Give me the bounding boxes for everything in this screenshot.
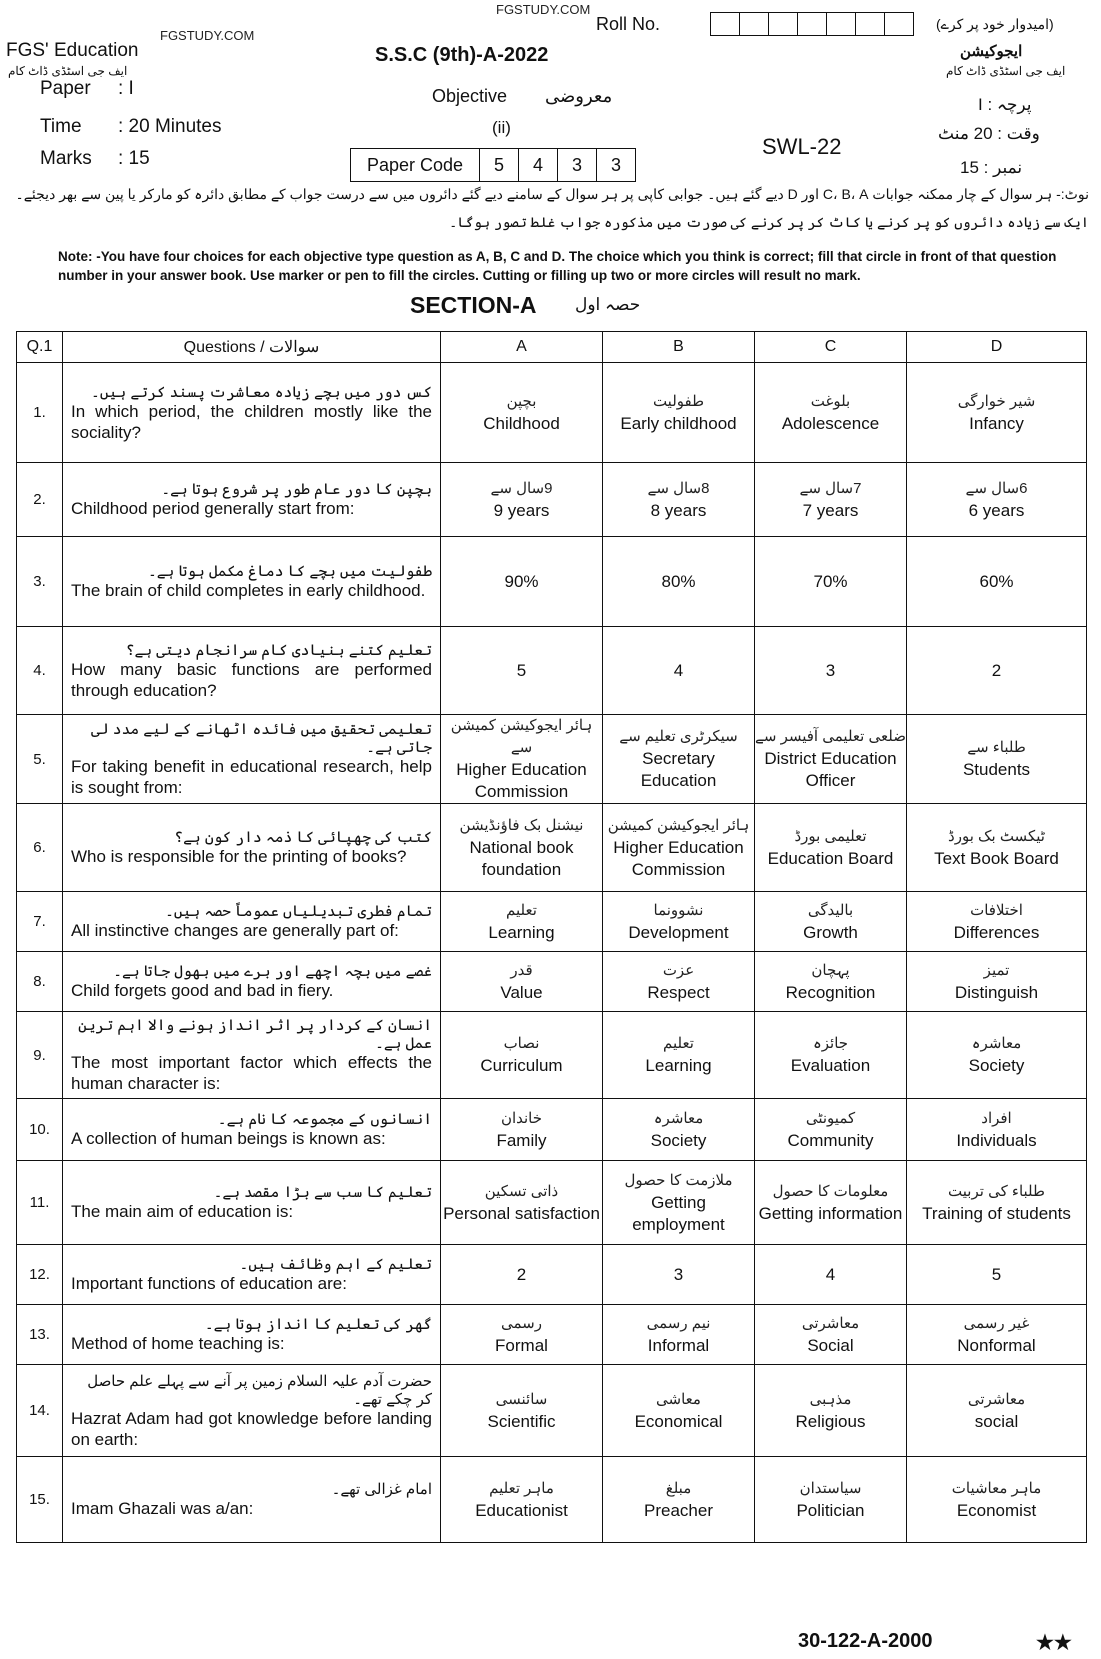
question-urdu: حضرت آدم علیہ السلام زمین پر آنے سے پہلے علم حاصل کر چکے تھے۔: [87, 1372, 432, 1408]
option-a-urdu: رسمی: [501, 1314, 542, 1332]
option-c-english: 3: [825, 660, 836, 680]
question-number: 10.: [17, 1099, 63, 1161]
col-header-d: D: [907, 332, 1087, 363]
option-b: [603, 1099, 755, 1161]
note-urdu-1: نوٹ:- ہر سوال کے چار ممکنہ جوابات C، B، A اور D دیے گئے ہیں۔ جوابی کاپی پر ہر سوال کے سامنے دیے گئے دائروں میں سے درست جواب کے مطابق دائرہ کو مارکر یا پین سے بھر دیجئے۔: [15, 186, 1089, 202]
option-d: [907, 1365, 1087, 1457]
option-c-english: Evaluation: [790, 1056, 871, 1075]
urdu-site-left: ایف جی اسٹڈی ڈاٹ کام: [8, 64, 128, 78]
option-b-urdu: مبلغ: [665, 1479, 692, 1497]
question-cell: [63, 804, 441, 892]
option-d-english: Infancy: [969, 413, 1024, 433]
option-b: [603, 952, 755, 1012]
question-cell: [63, 952, 441, 1012]
question-english: Childhood period generally start from:: [71, 499, 355, 518]
option-a-urdu: 9سال سے: [490, 479, 553, 497]
option-c-urdu: بالیدگی: [807, 901, 854, 919]
option-c-urdu: سیاستدان: [799, 1479, 862, 1497]
table-row: [17, 892, 1087, 952]
table-row: [17, 804, 1087, 892]
option-d: [907, 892, 1087, 952]
option-a: [441, 363, 603, 463]
watermark-left: FGSTUDY.COM: [160, 28, 255, 43]
question-urdu: غصے میں بچہ اچھے اور برے میں بھول جاتا ہے۔: [113, 963, 432, 980]
option-c: [755, 1305, 907, 1365]
question-number: 14.: [17, 1365, 63, 1457]
table-row: [17, 1099, 1087, 1161]
option-c-urdu: معلومات کا حصول: [772, 1182, 889, 1200]
option-d-english: social: [974, 1411, 1019, 1431]
col-header-b: B: [603, 332, 755, 363]
question-english: How many basic functions are performed through education?: [71, 659, 432, 700]
question-urdu: تعلیم کتنے بنیادی کام سرانجام دیتی ہے؟: [125, 641, 432, 659]
option-b-english: Development: [628, 922, 729, 942]
option-b-urdu: معاشی: [656, 1390, 701, 1408]
option-d: [907, 1099, 1087, 1161]
option-c-urdu: مذہبی: [809, 1390, 852, 1408]
option-c: [755, 627, 907, 715]
option-c: [755, 1457, 907, 1543]
option-a-english: National book foundation: [469, 837, 574, 879]
option-c-urdu: 7سال سے: [799, 479, 862, 497]
option-c: [755, 1161, 907, 1245]
option-a-english: 90%: [504, 571, 539, 591]
option-b: [603, 627, 755, 715]
option-d-urdu: ماہر معاشیات: [951, 1479, 1042, 1497]
option-c-urdu: پہچان: [811, 961, 850, 979]
option-a-english: 2: [516, 1264, 527, 1284]
table-row: [17, 952, 1087, 1012]
option-b-urdu: طفولیت: [652, 392, 705, 410]
option-a-english: Family: [496, 1130, 547, 1150]
objective-label: Objective: [432, 86, 508, 106]
question-cell: [63, 537, 441, 627]
option-a: [441, 715, 603, 804]
option-c-english: 7 years: [802, 500, 859, 520]
option-b: [603, 1245, 755, 1305]
question-cell: [63, 627, 441, 715]
time-label: Time: [40, 116, 82, 137]
question-number: 12.: [17, 1245, 63, 1305]
question-urdu: بچپن کا دور عام طور پر شروع ہوتا ہے۔: [161, 481, 432, 498]
option-d: [907, 715, 1087, 804]
footer-code: 30-122-A-2000: [798, 1630, 933, 1652]
option-a: [441, 1457, 603, 1543]
paper-code-digit: 5: [480, 149, 519, 181]
question-number: 15.: [17, 1457, 63, 1543]
option-a-english: Scientific: [487, 1411, 556, 1431]
question-cell: [63, 1099, 441, 1161]
option-d: [907, 463, 1087, 537]
part-label: (ii): [492, 118, 511, 137]
option-a-english: Educationist: [475, 1500, 568, 1520]
option-c-urdu: کمیونٹی: [805, 1109, 856, 1127]
question-english: Imam Ghazali was a/an:: [71, 1499, 254, 1518]
option-c-english: Getting information: [758, 1203, 903, 1223]
paper-code-box: [350, 148, 636, 182]
roll-hint-urdu: (امیدوار خود پر کرے): [936, 16, 1054, 32]
question-urdu: تعلیم کا سب سے بڑا مقصد ہے۔: [213, 1184, 432, 1201]
table-row: [17, 1012, 1087, 1099]
table-row: [17, 463, 1087, 537]
option-d-english: Students: [962, 760, 1031, 779]
option-d: [907, 1305, 1087, 1365]
paper-urdu: پرچہ : I: [978, 95, 1032, 114]
option-b-english: 8 years: [650, 500, 707, 520]
option-d-urdu: طلباء کی تربیت: [948, 1182, 1045, 1200]
option-b: [603, 1161, 755, 1245]
option-b-english: 80%: [661, 571, 696, 591]
table-row: [17, 627, 1087, 715]
option-a-urdu: خاندان: [500, 1109, 543, 1127]
col-header-c: C: [755, 332, 907, 363]
option-d: [907, 804, 1087, 892]
col-header-q: Q.1: [17, 332, 63, 363]
option-a: [441, 804, 603, 892]
option-c: [755, 1099, 907, 1161]
option-a: [441, 463, 603, 537]
question-urdu: طفولیت میں بچے کا دماغ مکمل ہوتا ہے۔: [147, 563, 432, 580]
option-a: [441, 537, 603, 627]
option-b-english: Getting employment: [632, 1192, 725, 1234]
option-b-english: 4: [673, 660, 684, 680]
option-a: [441, 1099, 603, 1161]
question-cell: [63, 715, 441, 804]
education-label: FGS' Education: [6, 40, 139, 61]
option-d: [907, 1161, 1087, 1245]
urdu-subject: ایجوکیشن: [960, 43, 1023, 60]
option-a: [441, 627, 603, 715]
option-b-urdu: معاشرہ: [653, 1109, 704, 1127]
question-english: The brain of child completes in early childhood.: [71, 581, 426, 600]
option-c-english: Adolescence: [781, 413, 880, 433]
option-d-english: Nonformal: [957, 1335, 1036, 1355]
question-english: A collection of human beings is known as:: [71, 1129, 386, 1148]
note-urdu-2: ایک سے زیادہ دائروں کو پر کرنے یا کاٹ کر پر کرنے کی صورت میں مذکورہ جواب غلط تصور ہوگا۔: [449, 214, 1089, 230]
marks-value: : 15: [118, 148, 150, 169]
option-a-english: Value: [500, 982, 543, 1002]
option-a-urdu: ماہر تعلیم: [489, 1479, 554, 1497]
option-d-english: Economist: [956, 1500, 1037, 1520]
table-row: [17, 1365, 1087, 1457]
option-a-urdu: قدر: [510, 961, 533, 979]
question-urdu: امام غزالی تھے۔: [331, 1481, 432, 1498]
option-a-english: 5: [516, 660, 527, 680]
question-english: Method of home teaching is:: [71, 1334, 285, 1353]
paper-label: Paper: [40, 78, 91, 99]
option-a: [441, 952, 603, 1012]
option-b-urdu: سیکرٹری تعلیم سے: [619, 728, 738, 745]
option-d: [907, 952, 1087, 1012]
option-b-english: Respect: [647, 982, 710, 1002]
option-d-urdu: معاشرہ: [971, 1035, 1022, 1052]
option-b-urdu: 8سال سے: [647, 479, 710, 497]
option-b: [603, 537, 755, 627]
question-number: 4.: [17, 627, 63, 715]
question-english: Hazrat Adam had got knowledge before landing on earth:: [71, 1408, 432, 1449]
question-urdu: تمام فطری تبدیلیاں عموماً حصہ ہیں۔: [165, 903, 432, 920]
option-d-english: Distinguish: [954, 982, 1039, 1002]
option-b: [603, 363, 755, 463]
option-d-urdu: 6سال سے: [965, 479, 1028, 497]
option-a: [441, 1161, 603, 1245]
option-c: [755, 1245, 907, 1305]
option-c-english: Social: [807, 1335, 854, 1355]
option-b: [603, 1012, 755, 1099]
option-d-english: 5: [991, 1264, 1002, 1284]
option-c: [755, 892, 907, 952]
option-d-english: Training of students: [922, 1203, 1071, 1223]
table-header-row: [17, 332, 1087, 363]
question-cell: [63, 1365, 441, 1457]
question-urdu: انسانوں کے مجموعہ کا نام ہے۔: [217, 1111, 432, 1128]
question-urdu: تعلیمی تحقیق میں فائدہ اٹھانے کے لیے مدد لی جاتی ہے۔: [91, 721, 432, 756]
watermark-top: FGSTUDY.COM: [496, 2, 591, 17]
option-a-english: Personal satisfaction: [443, 1203, 600, 1223]
option-b: [603, 1305, 755, 1365]
paper-value: : I: [118, 78, 134, 99]
option-d-english: Differences: [953, 922, 1040, 942]
marks-urdu: نمبر : 15: [960, 158, 1023, 177]
col-header-a: A: [441, 332, 603, 363]
question-english: Child forgets good and bad in fiery.: [71, 981, 334, 1000]
option-b: [603, 804, 755, 892]
question-number: 3.: [17, 537, 63, 627]
option-a-urdu: ذاتی تسکین: [484, 1182, 559, 1200]
question-english: All instinctive changes are generally part of:: [71, 921, 399, 940]
option-b: [603, 715, 755, 804]
option-a-urdu: ہائر ایجوکیشن کمیشن سے: [450, 717, 593, 756]
table-row: [17, 363, 1087, 463]
option-a: [441, 1365, 603, 1457]
option-a: [441, 1012, 603, 1099]
option-a: [441, 1305, 603, 1365]
option-d-english: 60%: [979, 571, 1014, 591]
question-number: 6.: [17, 804, 63, 892]
note-english: Note: -You have four choices for each objective type question as A, B, C and D. The choice which you think is correct; fill that circle in front of that question number in your answer book. Use marker or pen to fill the circles. Cutting or filling up two or more circles will result no mark.: [58, 249, 1057, 283]
option-d: [907, 1457, 1087, 1543]
table-row: [17, 1245, 1087, 1305]
roll-no-boxes[interactable]: [710, 12, 914, 36]
objective-urdu: معروضی: [545, 86, 613, 106]
option-d-english: 6 years: [968, 500, 1025, 520]
question-number: 8.: [17, 952, 63, 1012]
option-a-urdu: نیشنل بک فاؤنڈیشن: [459, 816, 584, 834]
option-c-urdu: ضلعی تعلیمی آفیسر سے: [755, 728, 906, 745]
question-number: 5.: [17, 715, 63, 804]
question-cell: [63, 363, 441, 463]
option-d-english: 2: [991, 660, 1002, 680]
option-d-urdu: طلباء سے: [967, 739, 1026, 756]
option-d-urdu: غیر رسمی: [963, 1314, 1030, 1332]
option-b-urdu: عزت: [662, 961, 695, 979]
option-b-english: Learning: [645, 1056, 712, 1075]
option-a-urdu: بچپن: [506, 392, 537, 410]
footer-stars: ★★: [1036, 1632, 1072, 1654]
option-c-english: Politician: [796, 1500, 865, 1520]
question-cell: [63, 1305, 441, 1365]
exam-title: S.S.C (9th)-A-2022: [375, 44, 549, 66]
option-c-urdu: تعلیمی بورڈ: [794, 827, 867, 845]
question-number: 1.: [17, 363, 63, 463]
option-b-english: Secretary Education: [640, 749, 717, 790]
option-b-english: Preacher: [644, 1500, 713, 1520]
option-a-english: 9 years: [493, 500, 550, 520]
paper-code-digit: 3: [558, 149, 597, 181]
question-english: The most important factor which effects the human character is:: [71, 1053, 432, 1093]
option-b: [603, 463, 755, 537]
option-c-english: Community: [787, 1130, 874, 1150]
question-number: 13.: [17, 1305, 63, 1365]
roll-no-label: Roll No.: [596, 14, 661, 34]
question-urdu: کتب کی چھپائی کا ذمہ دار کون ہے؟: [174, 829, 432, 846]
option-b-english: Society: [650, 1130, 707, 1150]
option-d-urdu: معاشرتی: [967, 1390, 1026, 1408]
option-b-english: Economical: [634, 1411, 723, 1431]
option-d-urdu: اختلافات: [970, 901, 1023, 919]
option-d-urdu: ٹیکسٹ بک بورڈ: [948, 827, 1045, 845]
option-d: [907, 363, 1087, 463]
option-a: [441, 1245, 603, 1305]
option-a-english: Learning: [488, 922, 555, 942]
option-d: [907, 1012, 1087, 1099]
option-c: [755, 1012, 907, 1099]
option-b-urdu: ہائر ایجوکیشن کمیشن: [607, 816, 750, 834]
question-cell: [63, 1012, 441, 1099]
question-cell: [63, 1245, 441, 1305]
option-b-english: Early childhood: [620, 413, 737, 433]
question-english: For taking benefit in educational research, help is sought from:: [71, 757, 432, 797]
question-english: Important functions of education are:: [71, 1274, 347, 1293]
option-a-urdu: سائنسی: [495, 1390, 548, 1408]
table-row: [17, 1305, 1087, 1365]
question-english: In which period, the children mostly like the sociality?: [71, 401, 432, 442]
option-c: [755, 1365, 907, 1457]
paper-code-label: Paper Code: [351, 149, 480, 181]
option-a: [441, 892, 603, 952]
option-c: [755, 463, 907, 537]
question-number: 2.: [17, 463, 63, 537]
option-c-english: Recognition: [785, 982, 876, 1002]
swl-code: SWL-22: [762, 134, 842, 159]
option-b-urdu: نیم رسمی: [646, 1314, 711, 1332]
option-b-english: Higher Education Commission: [613, 837, 744, 879]
question-number: 11.: [17, 1161, 63, 1245]
option-b: [603, 892, 755, 952]
option-c: [755, 537, 907, 627]
option-d-urdu: تمیز: [983, 961, 1010, 979]
option-b-urdu: تعلیم: [663, 1035, 694, 1052]
option-b: [603, 1457, 755, 1543]
question-urdu: گھر کی تعلیم کا انداز ہوتا ہے۔: [204, 1316, 432, 1333]
option-c-english: 4: [825, 1264, 836, 1284]
table-row: [17, 715, 1087, 804]
table-row: [17, 1457, 1087, 1543]
option-a-urdu: نصاب: [503, 1035, 540, 1052]
option-c-english: District Education Officer: [764, 749, 897, 790]
paper-code-digit: 3: [610, 154, 621, 175]
option-c-english: Growth: [803, 922, 858, 942]
option-d-urdu: افراد: [981, 1109, 1012, 1127]
option-d-english: Text Book Board: [934, 848, 1059, 868]
table-row: [17, 537, 1087, 627]
option-a-english: Curriculum: [480, 1056, 563, 1075]
question-cell: [63, 1457, 441, 1543]
option-b: [603, 1365, 755, 1457]
option-d-urdu: شیر خوارگی: [957, 392, 1036, 410]
table-row: [17, 1161, 1087, 1245]
urdu-site-right: ایف جی اسٹڈی ڈاٹ کام: [946, 64, 1066, 78]
option-c-urdu: بلوغت: [810, 392, 851, 410]
question-number: 9.: [17, 1012, 63, 1099]
col-header-questions: Questions / سوالات: [63, 332, 441, 363]
question-urdu: انسان کے کردار پر اثر انداز ہونے والا اہم ترین عمل ہے۔: [78, 1017, 432, 1052]
time-value: : 20 Minutes: [118, 116, 222, 137]
option-d-english: Individuals: [956, 1130, 1037, 1150]
option-d: [907, 627, 1087, 715]
question-cell: [63, 463, 441, 537]
option-c-english: Religious: [795, 1411, 866, 1431]
option-c: [755, 952, 907, 1012]
question-cell: [63, 892, 441, 952]
time-urdu: وقت : 20 منٹ: [938, 124, 1040, 143]
option-b-english: 3: [673, 1264, 684, 1284]
option-c: [755, 715, 907, 804]
question-english: Who is responsible for the printing of books?: [71, 847, 407, 866]
question-urdu: کس دور میں بچے زیادہ معاشرت پسند کرتے ہیں۔: [91, 383, 432, 401]
option-c-urdu: جائزہ: [812, 1035, 849, 1052]
option-c-english: Education Board: [767, 848, 894, 868]
option-a-urdu: تعلیم: [506, 901, 537, 919]
marks-label: Marks: [40, 148, 92, 169]
option-d: [907, 537, 1087, 627]
option-c: [755, 804, 907, 892]
option-c-english: 70%: [813, 571, 848, 591]
questions-table: [16, 331, 1087, 1543]
question-english: The main aim of education is:: [71, 1202, 294, 1221]
option-c: [755, 363, 907, 463]
option-a-english: Higher Education Commission: [456, 760, 587, 801]
section-title: SECTION-A: [410, 292, 537, 318]
option-d: [907, 1245, 1087, 1305]
option-a-english: Childhood: [483, 413, 560, 433]
option-b-english: Informal: [647, 1335, 710, 1355]
paper-code-digit: 4: [519, 149, 558, 181]
question-number: 7.: [17, 892, 63, 952]
option-b-urdu: ملازمت کا حصول: [624, 1171, 733, 1189]
option-c-urdu: معاشرتی: [801, 1314, 860, 1332]
question-cell: [63, 1161, 441, 1245]
option-d-english: Society: [968, 1056, 1025, 1075]
section-title-urdu: حصہ اول: [575, 295, 641, 314]
question-urdu: تعلیم کے اہم وظائف ہیں۔: [239, 1256, 432, 1273]
option-b-urdu: نشوونما: [653, 901, 704, 919]
option-a-english: Formal: [495, 1335, 548, 1355]
